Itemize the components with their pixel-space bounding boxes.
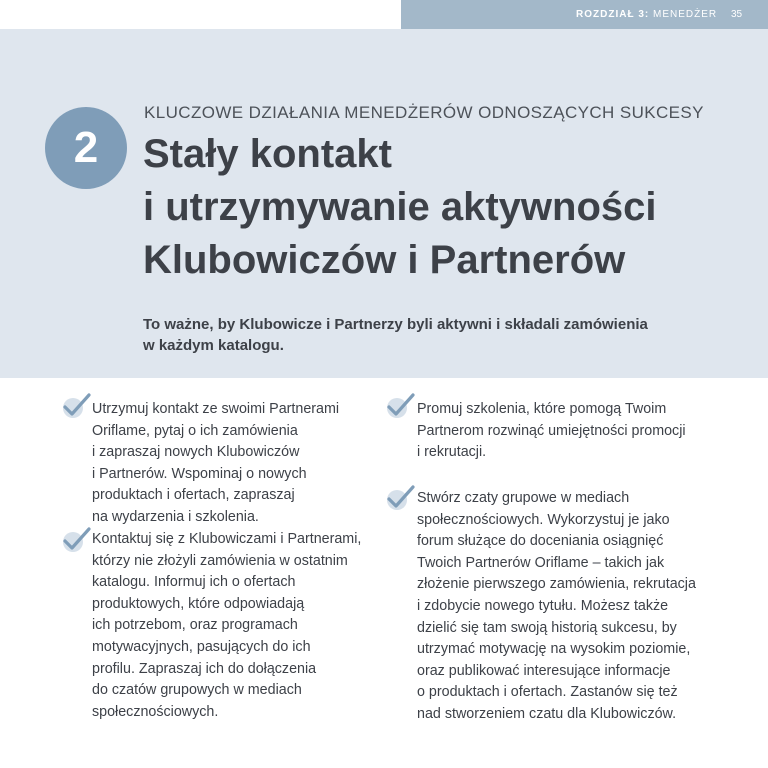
list-item-line: profilu. Zapraszaj ich do dołączenia (92, 660, 317, 677)
list-item-line: Kontaktuj się z Klubowiczami i Partnerami, (92, 531, 362, 547)
list-item-line: produktowych, które odpowiadają (92, 595, 305, 612)
list-item-line: i rekrutacji. (417, 444, 487, 461)
list-item-line: oraz publikować interesujące informacje (417, 662, 671, 679)
list-item-line: którzy nie złożyli zamówienia w ostatnim (92, 552, 348, 569)
list-item-line: utrzymać motywację na wysokim poziomie, (417, 641, 691, 658)
page-title (143, 128, 657, 287)
list-item-line: Oriflame, pytaj o ich zamówienia (92, 422, 298, 439)
list-item-line: i Partnerów. Wspominaj o nowych (92, 465, 307, 482)
list-item-line: na wydarzenia i szkolenia. (92, 508, 259, 525)
list-item-line: dzielić się tam swoją historią sukcesu, by (417, 619, 677, 636)
list-item-line: Twoich Partnerów Oriflame – takich jak (417, 554, 665, 571)
list-item (417, 399, 686, 464)
chapter-name: MENEDŻER (649, 9, 718, 20)
chapter-number: ROZDZIAŁ 3: (576, 9, 650, 20)
title-line: i utrzymywanie aktywności (143, 185, 657, 229)
lead-text (143, 314, 648, 356)
checkmark-icon (61, 527, 91, 553)
list-item-line: nad stworzeniem czatu dla Klubowiczów. (417, 705, 677, 722)
list-item-line: ich potrzebom, oraz programach (92, 617, 298, 634)
list-item-line: społecznościowych. Wykorzystuj je jako (417, 511, 670, 528)
checkmark-icon (385, 393, 415, 419)
list-item-line: Promuj szkolenia, które pomogą Twoim (417, 401, 667, 417)
list-item-line: społecznościowych. (92, 703, 219, 720)
checkmark-icon (385, 485, 415, 511)
page-number: 35 (731, 9, 743, 20)
list-item-line: złożenie pierwszego zamówienia, rekrutacja (417, 576, 696, 593)
list-item-line: i zdobycie nowego tytułu. Możesz także (417, 597, 669, 614)
lead-line: To ważne, by Klubowicze i Partnerzy byli aktywni i składali zamówienia (143, 316, 648, 333)
title-line: Klubowiczów i Partnerów (143, 238, 626, 282)
section-kicker: KLUCZOWE DZIAŁANIA MENEDŻERÓW ODNOSZĄCYCH SUKCESY (144, 103, 704, 122)
title-line: Stały kontakt (143, 132, 392, 176)
list-item (417, 488, 696, 726)
list-item-line: katalogu. Informuj ich o ofertach (92, 574, 296, 591)
list-item-line: forum służące do doceniania osiągnięć (417, 533, 664, 550)
list-item-line: do czatów grupowych w mediach (92, 682, 302, 699)
section-number-badge: 2 (45, 107, 127, 189)
list-item-line: i zapraszaj nowych Klubowiczów (92, 444, 300, 461)
checkmark-icon (61, 393, 91, 419)
chapter-label (576, 9, 717, 20)
list-item-line: o produktach i ofertach. Zastanów się też (417, 684, 678, 701)
list-item-line: motywacyjnych, pasujących do ich (92, 638, 311, 655)
list-item-line: Stwórz czaty grupowe w mediach (417, 490, 630, 506)
list-item (92, 399, 339, 529)
list-item-line: Partnerom rozwinąć umiejętności promocji (417, 422, 686, 439)
lead-line: w każdym katalogu. (143, 337, 284, 354)
list-item-line: produktach i ofertach, zapraszaj (92, 487, 295, 504)
list-item (92, 529, 361, 723)
list-item-line: Utrzymuj kontakt ze swoimi Partnerami (92, 401, 340, 417)
